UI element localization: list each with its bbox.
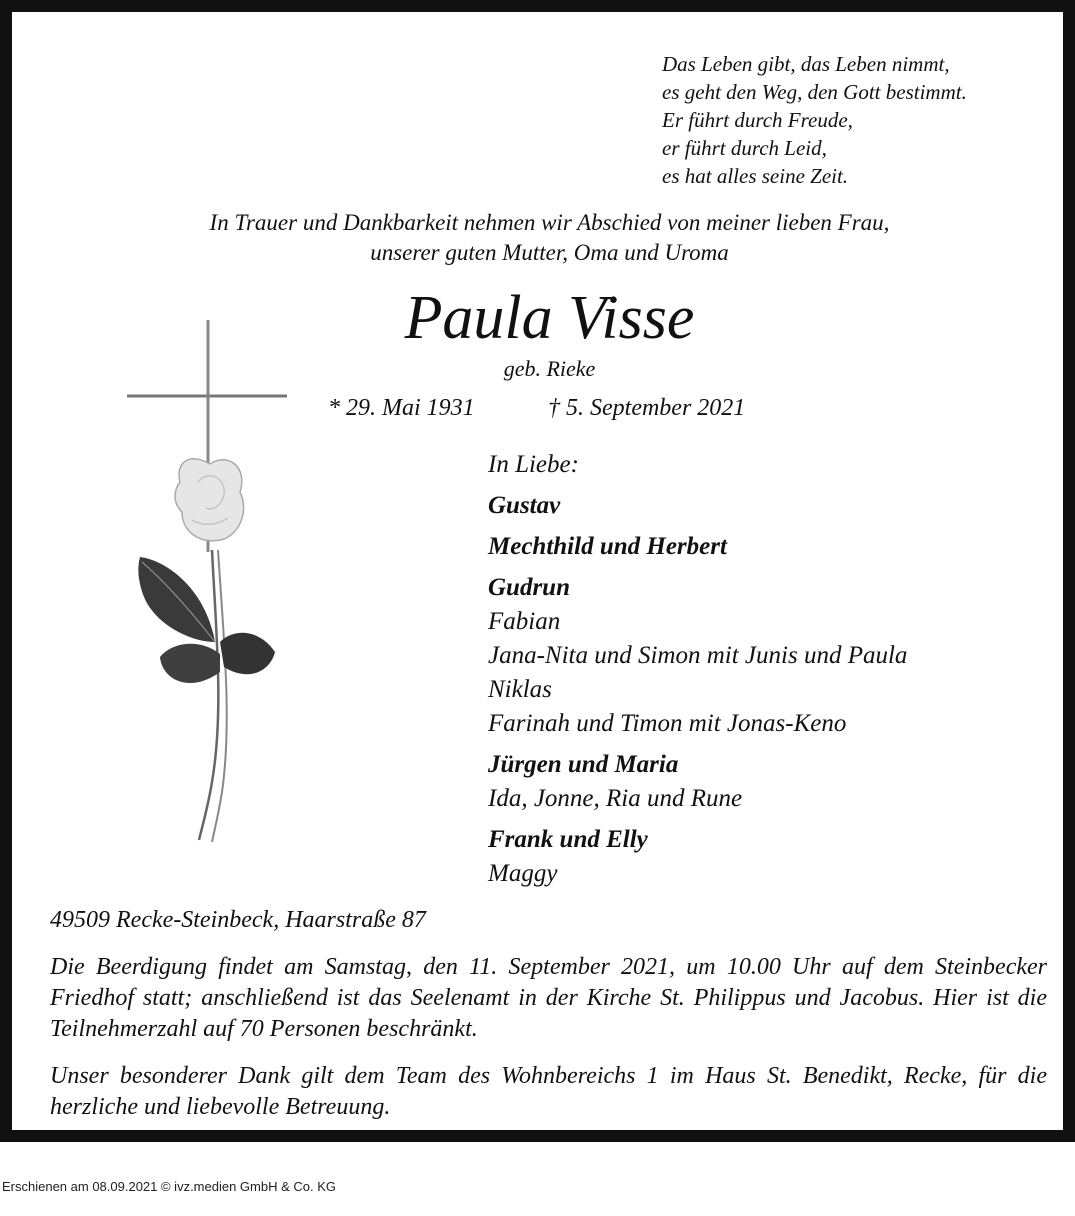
intro-line-2: unserer guten Mutter, Oma und Uroma xyxy=(370,240,729,265)
publication-footer: Erschienen am 08.09.2021 © ivz.medien GmbH & Co. KG xyxy=(2,1179,337,1194)
intro-line-1: In Trauer und Dankbarkeit nehmen wir Abschied von meiner lieben Frau, xyxy=(209,210,890,235)
mourner-entry: Mechthild und Herbert xyxy=(488,533,727,560)
poem-line: es geht den Weg, den Gott bestimmt. xyxy=(662,80,967,104)
poem xyxy=(662,50,967,190)
birth-name: geb. Rieke xyxy=(503,356,596,381)
cross-rose-illustration xyxy=(120,312,295,847)
thanks-text: Unser besonderer Dank gilt dem Team des Wohnbereichs 1 im Haus St. Benedikt, Recke, für die herzliche und liebevolle Betreuung. xyxy=(50,1063,1047,1120)
address: 49509 Recke-Steinbeck, Haarstraße 87 xyxy=(50,907,426,933)
death-date: † 5. September 2021 xyxy=(548,395,746,421)
mourners-heading: In Liebe: xyxy=(488,451,579,478)
deceased-name: Paula Visse xyxy=(404,284,695,352)
rose-icon xyxy=(138,459,275,842)
poem-line: Das Leben gibt, das Leben nimmt, xyxy=(662,52,950,76)
intro-text xyxy=(12,208,1075,268)
mourner-entry: Farinah und Timon mit Jonas-Keno xyxy=(488,710,847,737)
funeral-details: Die Beerdigung findet am Samstag, den 11. September 2021, um 10.00 Uhr auf dem Steinbecker Friedhof statt; anschließend ist das Seelenamt in der Kirche St. Philippus und Jacobus. Hier ist die Teilnehmerzahl auf 70 Personen beschränkt. xyxy=(50,954,1047,1042)
poem-line: Er führt durch Freude, xyxy=(662,108,853,132)
mourner-entry: Jana-Nita und Simon mit Junis und Paula xyxy=(488,642,908,669)
mourner-entry: Ida, Jonne, Ria und Rune xyxy=(488,785,743,812)
mourner-entry: Maggy xyxy=(488,860,558,887)
poem-line: er führt durch Leid, xyxy=(662,136,827,160)
mourner-entry: Fabian xyxy=(488,608,561,635)
mourner-entry: Gustav xyxy=(488,492,561,519)
mourner-entry: Jürgen und Maria xyxy=(488,751,679,778)
birth-date: * 29. Mai 1931 xyxy=(328,395,475,421)
mourners-list xyxy=(488,448,907,891)
mourner-entry: Frank und Elly xyxy=(488,826,648,853)
mourner-entry: Niklas xyxy=(488,676,552,703)
mourner-entry: Gudrun xyxy=(488,574,570,601)
poem-line: es hat alles seine Zeit. xyxy=(662,164,849,188)
